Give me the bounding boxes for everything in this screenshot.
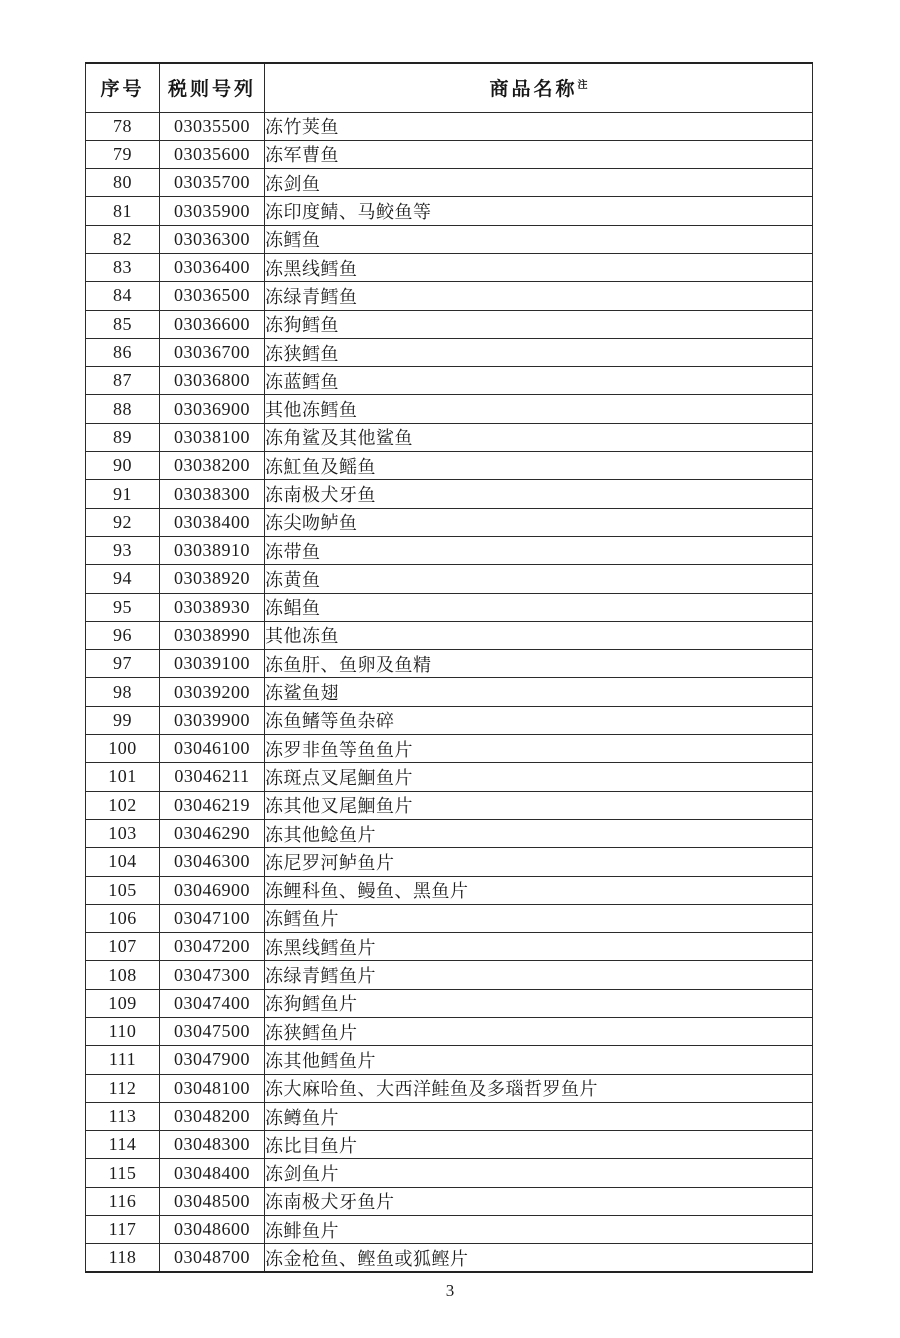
row-product-name: 冻罗非鱼等鱼鱼片 [265, 735, 813, 763]
row-product-name: 冻竹荚鱼 [265, 112, 813, 140]
row-serial-number: 106 [86, 904, 160, 932]
row-product-name: 冻鳟鱼片 [265, 1102, 813, 1130]
row-product-name: 冻比目鱼片 [265, 1131, 813, 1159]
row-product-name: 冻蓝鳕鱼 [265, 367, 813, 395]
row-tariff-code: 03048600 [160, 1216, 265, 1244]
row-product-name: 冻角鲨及其他鲨鱼 [265, 423, 813, 451]
table-row [86, 678, 813, 706]
row-product-name: 冻鳕鱼片 [265, 904, 813, 932]
row-serial-number: 101 [86, 763, 160, 791]
row-serial-number: 113 [86, 1102, 160, 1130]
row-tariff-code: 03046300 [160, 848, 265, 876]
row-serial-number: 108 [86, 961, 160, 989]
row-product-name: 冻军曹鱼 [265, 140, 813, 168]
row-tariff-code: 03048300 [160, 1131, 265, 1159]
row-serial-number: 97 [86, 650, 160, 678]
row-serial-number: 84 [86, 282, 160, 310]
table-row [86, 706, 813, 734]
table-row [86, 536, 813, 564]
row-serial-number: 80 [86, 169, 160, 197]
table-row [86, 763, 813, 791]
row-tariff-code: 03046290 [160, 819, 265, 847]
col-header-serial-label: 序号 [100, 79, 145, 101]
table-row [86, 1102, 813, 1130]
table-row [86, 848, 813, 876]
row-tariff-code: 03048200 [160, 1102, 265, 1130]
table-row [86, 169, 813, 197]
row-tariff-code: 03038930 [160, 593, 265, 621]
col-header-serial-number [86, 63, 160, 112]
row-serial-number: 107 [86, 933, 160, 961]
header-note-marker: 注 [577, 80, 588, 92]
row-serial-number: 93 [86, 536, 160, 564]
col-header-code-label: 税则号列 [167, 79, 256, 101]
table-row [86, 367, 813, 395]
table-row [86, 1131, 813, 1159]
table-row [86, 1018, 813, 1046]
row-tariff-code: 03046900 [160, 876, 265, 904]
table-row [86, 112, 813, 140]
row-tariff-code: 03047100 [160, 904, 265, 932]
row-tariff-code: 03038100 [160, 423, 265, 451]
row-product-name: 其他冻鳕鱼 [265, 395, 813, 423]
row-serial-number: 78 [86, 112, 160, 140]
row-serial-number: 98 [86, 678, 160, 706]
row-serial-number: 110 [86, 1018, 160, 1046]
row-serial-number: 91 [86, 480, 160, 508]
row-serial-number: 116 [86, 1187, 160, 1215]
row-tariff-code: 03035700 [160, 169, 265, 197]
row-tariff-code: 03039900 [160, 706, 265, 734]
row-product-name: 冻绿青鳕鱼片 [265, 961, 813, 989]
row-serial-number: 115 [86, 1159, 160, 1187]
row-product-name: 冻南极犬牙鱼片 [265, 1187, 813, 1215]
row-tariff-code: 03047200 [160, 933, 265, 961]
row-tariff-code: 03038400 [160, 508, 265, 536]
table-row [86, 1187, 813, 1215]
row-serial-number: 86 [86, 338, 160, 366]
table-row [86, 933, 813, 961]
row-product-name: 冻黄鱼 [265, 565, 813, 593]
table-row [86, 395, 813, 423]
table-row [86, 338, 813, 366]
row-product-name: 冻剑鱼片 [265, 1159, 813, 1187]
col-header-product-name [265, 63, 813, 112]
row-product-name: 冻魟鱼及鳐鱼 [265, 452, 813, 480]
table-row [86, 1216, 813, 1244]
row-product-name: 冻其他鳕鱼片 [265, 1046, 813, 1074]
table-row [86, 452, 813, 480]
row-product-name: 冻印度鲭、马鲛鱼等 [265, 197, 813, 225]
row-tariff-code: 03048500 [160, 1187, 265, 1215]
goods-table [85, 62, 813, 1273]
row-product-name: 冻狗鳕鱼片 [265, 989, 813, 1017]
row-serial-number: 114 [86, 1131, 160, 1159]
col-header-tariff-code [160, 63, 265, 112]
row-serial-number: 87 [86, 367, 160, 395]
row-product-name: 冻其他叉尾鮰鱼片 [265, 791, 813, 819]
row-serial-number: 83 [86, 253, 160, 281]
row-tariff-code: 03036500 [160, 282, 265, 310]
row-tariff-code: 03047300 [160, 961, 265, 989]
row-serial-number: 103 [86, 819, 160, 847]
table-row [86, 480, 813, 508]
row-product-name: 冻狭鳕鱼 [265, 338, 813, 366]
row-product-name: 其他冻鱼 [265, 621, 813, 649]
row-tariff-code: 03036300 [160, 225, 265, 253]
table-row [86, 508, 813, 536]
table-row [86, 1074, 813, 1102]
row-serial-number: 81 [86, 197, 160, 225]
table-row [86, 621, 813, 649]
row-product-name: 冻鲳鱼 [265, 593, 813, 621]
table-row [86, 791, 813, 819]
row-product-name: 冻剑鱼 [265, 169, 813, 197]
row-tariff-code: 03046211 [160, 763, 265, 791]
row-product-name: 冻狭鳕鱼片 [265, 1018, 813, 1046]
row-serial-number: 79 [86, 140, 160, 168]
row-tariff-code: 03048100 [160, 1074, 265, 1102]
row-product-name: 冻鱼鳍等鱼杂碎 [265, 706, 813, 734]
row-product-name: 冻其他鲶鱼片 [265, 819, 813, 847]
row-serial-number: 85 [86, 310, 160, 338]
row-tariff-code: 03047500 [160, 1018, 265, 1046]
table-row [86, 735, 813, 763]
table-row [86, 1159, 813, 1187]
row-serial-number: 111 [86, 1046, 160, 1074]
row-serial-number: 104 [86, 848, 160, 876]
row-serial-number: 105 [86, 876, 160, 904]
table-row [86, 904, 813, 932]
table-row [86, 593, 813, 621]
row-product-name: 冻尼罗河鲈鱼片 [265, 848, 813, 876]
row-serial-number: 92 [86, 508, 160, 536]
row-product-name: 冻带鱼 [265, 536, 813, 564]
table-row [86, 310, 813, 338]
row-tariff-code: 03038920 [160, 565, 265, 593]
row-serial-number: 99 [86, 706, 160, 734]
row-tariff-code: 03038300 [160, 480, 265, 508]
row-serial-number: 117 [86, 1216, 160, 1244]
table-header-row [86, 63, 813, 112]
row-product-name: 冻南极犬牙鱼 [265, 480, 813, 508]
table-row [86, 989, 813, 1017]
row-serial-number: 82 [86, 225, 160, 253]
row-tariff-code: 03047900 [160, 1046, 265, 1074]
row-serial-number: 94 [86, 565, 160, 593]
row-serial-number: 109 [86, 989, 160, 1017]
row-product-name: 冻鲱鱼片 [265, 1216, 813, 1244]
row-tariff-code: 03039200 [160, 678, 265, 706]
table-row [86, 650, 813, 678]
table-row [86, 876, 813, 904]
row-product-name: 冻尖吻鲈鱼 [265, 508, 813, 536]
row-tariff-code: 03035500 [160, 112, 265, 140]
row-serial-number: 89 [86, 423, 160, 451]
row-tariff-code: 03035900 [160, 197, 265, 225]
row-product-name: 冻黑线鳕鱼 [265, 253, 813, 281]
row-tariff-code: 03047400 [160, 989, 265, 1017]
row-tariff-code: 03038200 [160, 452, 265, 480]
table-row [86, 819, 813, 847]
row-serial-number: 100 [86, 735, 160, 763]
row-product-name: 冻金枪鱼、鲣鱼或狐鲣片 [265, 1244, 813, 1272]
table-row [86, 140, 813, 168]
table-row [86, 1046, 813, 1074]
row-serial-number: 95 [86, 593, 160, 621]
row-serial-number: 90 [86, 452, 160, 480]
row-product-name: 冻鳕鱼 [265, 225, 813, 253]
table-row [86, 253, 813, 281]
row-tariff-code: 03036900 [160, 395, 265, 423]
row-serial-number: 96 [86, 621, 160, 649]
row-product-name: 冻鲤科鱼、鳗鱼、黑鱼片 [265, 876, 813, 904]
row-product-name: 冻鲨鱼翅 [265, 678, 813, 706]
row-product-name: 冻鱼肝、鱼卵及鱼精 [265, 650, 813, 678]
row-product-name: 冻黑线鳕鱼片 [265, 933, 813, 961]
row-product-name: 冻狗鳕鱼 [265, 310, 813, 338]
row-tariff-code: 03046219 [160, 791, 265, 819]
row-serial-number: 118 [86, 1244, 160, 1272]
row-tariff-code: 03048400 [160, 1159, 265, 1187]
row-tariff-code: 03036700 [160, 338, 265, 366]
page-number: 3 [445, 1281, 455, 1300]
table-row [86, 565, 813, 593]
table-row [86, 423, 813, 451]
row-serial-number: 102 [86, 791, 160, 819]
table-row [86, 282, 813, 310]
row-product-name: 冻绿青鳕鱼 [265, 282, 813, 310]
row-tariff-code: 03036600 [160, 310, 265, 338]
table-row [86, 225, 813, 253]
row-tariff-code: 03048700 [160, 1244, 265, 1272]
row-tariff-code: 03035600 [160, 140, 265, 168]
row-serial-number: 112 [86, 1074, 160, 1102]
row-serial-number: 88 [86, 395, 160, 423]
row-product-name: 冻大麻哈鱼、大西洋鲑鱼及多瑙哲罗鱼片 [265, 1074, 813, 1102]
table-row [86, 1244, 813, 1272]
row-tariff-code: 03038990 [160, 621, 265, 649]
row-tariff-code: 03046100 [160, 735, 265, 763]
row-product-name: 冻斑点叉尾鮰鱼片 [265, 763, 813, 791]
col-header-name-label: 商品名称 [489, 79, 578, 101]
row-tariff-code: 03039100 [160, 650, 265, 678]
row-tariff-code: 03036400 [160, 253, 265, 281]
row-tariff-code: 03038910 [160, 536, 265, 564]
table-row [86, 197, 813, 225]
table-row [86, 961, 813, 989]
row-tariff-code: 03036800 [160, 367, 265, 395]
table-body [86, 112, 813, 1272]
